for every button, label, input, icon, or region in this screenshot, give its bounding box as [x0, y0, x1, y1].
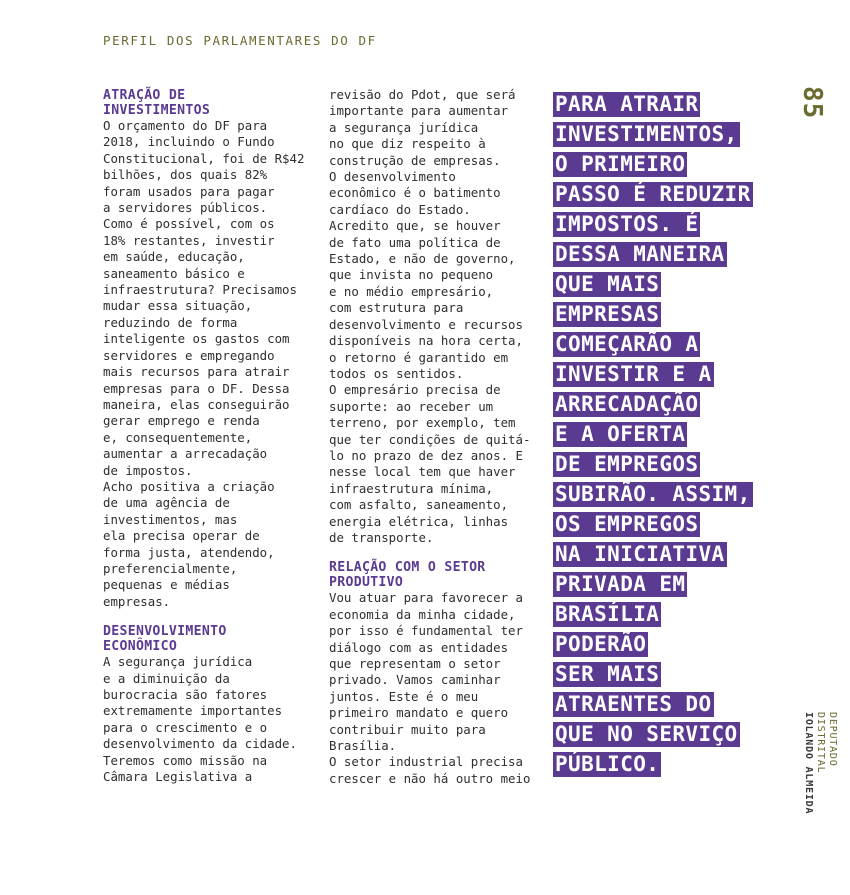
side-label [802, 712, 838, 832]
article-column-1 [103, 88, 318, 785]
pull-quote-line: PASSO É REDUZIR [555, 182, 751, 206]
pull-quote-line: SUBIRÃO. ASSIM, [555, 482, 751, 506]
page-number: 85 [797, 86, 827, 120]
body-paragraph: O desenvolvimento econômico é o batimento cardíaco do Estado. Acredito que, se houver de fato uma política de Estado, e não de governo, que invista no pequeno e no médio empresário, com estrutura para desenvolvimento e recursos disponíveis na hora certa, o retorno é garantido em todos os sentidos. [329, 169, 523, 381]
section-heading-setor-produtivo: RELAÇÃO COM O SETOR PRODUTIVO [329, 560, 486, 591]
body-paragraph: O empresário precisa de suporte: ao receber um terreno, por exemplo, tem que ter condições de quitá- lo no prazo de dez anos. E nesse local tem que haver infraestrutura mínima, com asfalto, saneamento, energia elétrica, linhas de transporte. [329, 382, 531, 545]
pull-quote-line: QUE MAIS [555, 272, 660, 296]
pull-quote-line: ATRAENTES DO [555, 692, 712, 716]
pull-quote [553, 92, 773, 782]
pull-quote-line: OS EMPREGOS [555, 512, 699, 536]
pull-quote-line: PARA ATRAIR [555, 92, 699, 116]
pull-quote-line: INVESTIR E A [555, 362, 712, 386]
pull-quote-line: PRIVADA EM [555, 572, 686, 596]
pull-quote-line: DE EMPREGOS [555, 452, 699, 476]
side-label-name: IOLANDO ALMEIDA [803, 712, 814, 815]
pull-quote-line: O PRIMEIRO [555, 152, 686, 176]
section-heading-investimentos: ATRAÇÃO DE INVESTIMENTOS [103, 88, 211, 118]
pull-quote-line: BRASÍLIA [555, 602, 660, 626]
pull-quote-line: NA INICIATIVA [555, 542, 725, 566]
pull-quote-line: E A OFERTA [555, 422, 686, 446]
body-paragraph: Vou atuar para favorecer a economia da minha cidade, por isso é fundamental ter diálogo com as entidades que representam o setor privado. Vamos caminhar juntos. Este é o meu primeiro mandato e quero contribuir muito para Brasília. [329, 590, 523, 754]
pull-quote-line: IMPOSTOS. É [555, 212, 699, 236]
pull-quote-line: COMEÇARÃO A [555, 332, 699, 356]
running-head: PERFIL DOS PARLAMENTARES DO DF [103, 33, 377, 48]
body-paragraph: O orçamento do DF para 2018, incluindo o Fundo Constitucional, foi de R$42 bilhões, dos quais 82% foram usados para pagar a servidores públicos. Como é possível, com os 18% restantes, investir em saúde, educação, saneamento básico e infraestrutura? Precisamos mudar essa situação, reduzindo de forma inteligente os gastos com servidores e empregando mais recursos para atrair empresas para o DF. Dessa maneira, elas conseguirão gerar emprego e renda e, consequentemente, aumentar a arrecadação de impostos. [103, 118, 305, 478]
article-column-2 [329, 87, 544, 787]
pull-quote-line: PODERÃO [555, 632, 647, 656]
pull-quote-line: EMPRESAS [555, 302, 660, 326]
section-heading-desenvolvimento: DESENVOLVIMENTO ECONÔMICO [103, 624, 227, 655]
body-paragraph: Acho positiva a criação de uma agência de investimentos, mas ela precisa operar de forma justa, atendendo, preferencialmente, pequenas e médias empresas. [103, 478, 275, 609]
body-paragraph: A segurança jurídica e a diminuição da burocracia são fatores extremamente importantes para o crescimento e o desenvolvimento da cidade. Teremos como missão na Câmara Legislativa a [103, 654, 297, 785]
pull-quote-line: INVESTIMENTOS, [555, 122, 738, 146]
pull-quote-line: SER MAIS [555, 662, 660, 686]
body-paragraph: O setor industrial precisa crescer e não há outro meio [329, 754, 531, 786]
body-paragraph: revisão do Pdot, que será importante para aumentar a segurança jurídica no que diz respeito à construção de empresas. [329, 87, 516, 168]
pull-quote-line: DESSA MANEIRA [555, 242, 725, 266]
pull-quote-line: QUE NO SERVIÇO [555, 722, 738, 746]
side-label-role: DEPUTADO DISTRITAL [815, 712, 838, 774]
pull-quote-line: ARRECADAÇÃO [555, 392, 699, 416]
pull-quote-line: PÚBLICO. [555, 752, 660, 776]
